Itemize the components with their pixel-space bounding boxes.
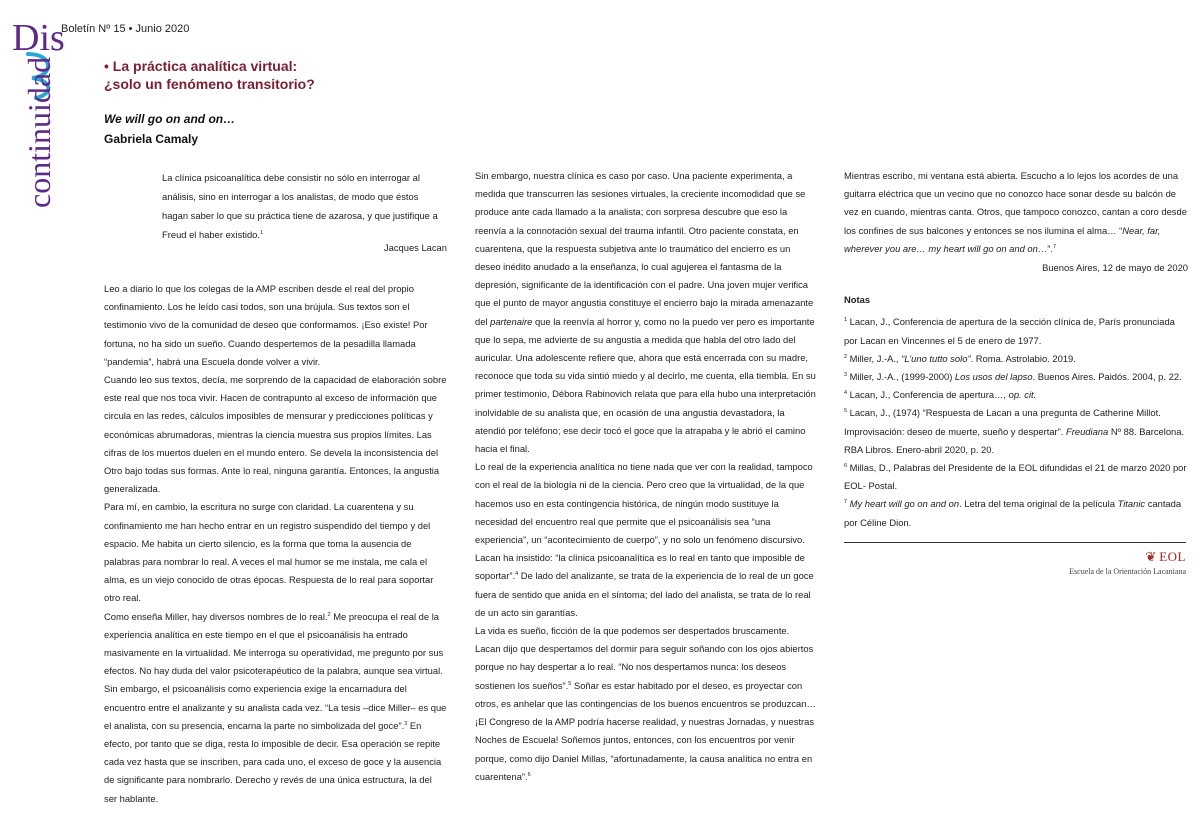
footnote-ref[interactable]: 5 (568, 680, 572, 687)
text-run: Me preocupa el real de la experiencia analítica en este tiempo en el que el psicoanálisis ha entrado masivamente en la virtualidad. Me interroga su operatividad, me pregunto por sus efectos. No hay duda del valor psicoterapéutico de la palabra, aunque sea virtual. Sin embargo, el psicoanálisis como experiencia exige la encarnadura del encuentro entre el analizante y su analista cada vez. “La tesis –dice Miller– es que el analista, con su presencia, encarna la parte no simbolizada del goce”. (104, 610, 447, 731)
note-text: Lacan, J., (1974) “Respuesta de Lacan a una pregunta de Catherine Millot. Improvisación: deseo de muerte, sueño y despertar”. (844, 407, 1161, 437)
paragraph (104, 608, 447, 808)
text-run: De lado del analizante, se trata de la experiencia de lo real de un goce fuera de sentido que anida en el síntoma; del lado del analista, se trata de lo real de un acto sin garantías. (475, 570, 814, 618)
body-column-3 (844, 167, 1188, 532)
text-run: Sin embargo, nuestra clínica es caso por caso. Una paciente experimenta, a medida que transcurren las sesiones virtuales, la creciente incomodidad que se produce ante cada llamado a la analista; con sorpresa descubre que eso la reenvía a la connotación sexual del trauma infantil. Otro paciente constata, en cuarentena, que la respuesta subjetiva ante lo traumático del encierro es un deseo inédito anudado a la enseñanza, lo cual agujerea el fantasma de la depresión, significante de la identificación con el padre. Una joven mujer verifica que el punto de mayor angustia constituye el encierro bajo la mirada amenazante del (475, 170, 814, 327)
note-text: Lacan, J., Conferencia de apertura…, (849, 389, 1009, 401)
text-run: Como enseña Miller, hay diversos nombres de lo real. (104, 610, 328, 622)
article-author: Gabriela Camaly (104, 132, 199, 146)
note-item: $^3$ Miller, J.-A., (1999-2000) Los usos del lapso. Buenos Aires. Paidós. 2004, p. 22. (844, 371, 1182, 383)
text-run: En efecto, por tanto que se diga, resta lo imposible de decir. Esa operación se repite cada vez hasta que se inscriben, para cada uno, el exceso de goce y la ausencia de significante para nombrarlo. Derecho y revés de una única estructura, la del ser hablante. (104, 719, 442, 804)
logo-text-continuidad: continuidad (21, 56, 57, 208)
note-item: $^7$ My heart will go on and on. Letra del tema original de la película Titanic cantada por Céline Dion. (844, 498, 1182, 528)
note-item: $^5$ Lacan, J., (1974) “Respuesta de Lacan a una pregunta de Catherine Millot. Improvisación: deseo de muerte, sueño y despertar”. Freudiana Nº 88. Barcelona. RBA Libros. Enero-abril 2020, p. 20. (844, 407, 1185, 455)
note-text: . Roma. Astrolabio. 2019. (970, 352, 1076, 364)
note-text: . Buenos Aires. Paidós. 2004, p. 22. (1032, 371, 1182, 383)
note-italic: Los usos del lapso (954, 371, 1033, 383)
eol-logo (1069, 548, 1186, 576)
footnote-ref[interactable]: 7 (1052, 243, 1057, 250)
bulletin-issue: Boletín Nº 15 • Junio 2020 (61, 23, 190, 35)
notes-list (844, 313, 1188, 531)
text-run: ”. (1047, 242, 1053, 254)
text-run: Mientras escribo, mi ventana está abierta. Escucho a lo lejos los acordes de una guitarra eléctrica que un vecino que no conozco hace sonar desde su balcón de vez en cuando, mientras canta. Otros, que tampoco conozco, cantan a coro desde los confines de sus balcones y entonces se nos ilumina el alma… “ (844, 170, 1187, 236)
eol-emblem-icon: ❦ (1145, 549, 1157, 564)
paragraph: Cuando leo sus textos, decía, me sorprendo de la capacidad de elaboración sobre este real que nos toca vivir. Hacen de contrapunto al exceso de información que circula en las redes, cálculos imposibles de mensurar y predicciones políticas y económicas abrumadoras, mientras la ciencia muestra sus propios límites. Las cifras de los muertos duelen en el mundo entero. Se devela la inconsistencia del Otro bajo todas sus formas. Ante lo real, ninguna garantía. Entonces, la angustia generalizada. (104, 374, 447, 495)
note-text: Miller, J.-A., (1999-2000) (849, 371, 955, 383)
footnote-ref[interactable]: 1 (259, 230, 264, 236)
note-italic: Freudiana (1066, 425, 1109, 437)
footnote-ref[interactable]: 3 (404, 720, 408, 727)
epigraph (162, 168, 447, 244)
article-title-line-2: ¿solo un fenómeno transitorio? (104, 76, 315, 92)
italic-run: Near, far, wherever you are… my heart will go on and on… (844, 224, 1161, 254)
note-item: $^2$ Miller, J.-A., “L’uno tutto solo”. Roma. Astrolabio. 2019. (844, 352, 1076, 364)
note-item: $^6$ Millas, D., Palabras del Presidente de la EOL difundidas el 21 de marzo 2020 por EOL- Postal. (844, 462, 1187, 492)
article-subtitle: We will go on and on… (104, 112, 236, 126)
note-text: Nº 88. Barcelona. RBA Libros. Enero-abril 2020, p. 20. (844, 425, 1185, 455)
note-italic: “L’uno tutto solo” (901, 352, 971, 364)
note-text: Lacan, J., Conferencia de apertura de la sección clínica de, París pronunciada por Lacan en Vincennes el 5 de enero de 1977. (844, 316, 1175, 346)
logo-text-dis: Dis (12, 17, 65, 59)
italic-run: partenaire (490, 315, 533, 327)
note-text: . Letra del tema original de la película (959, 498, 1118, 510)
paragraph (844, 167, 1188, 258)
body-column-2 (475, 167, 817, 786)
note-italic: My heart will go on and on (849, 498, 960, 510)
text-run: La vida es sueño, ficción de la que podemos ser despertados bruscamente. Lacan dijo que despertamos del dormir para seguir soñando con los ojos abiertos porque no hay despertar a lo real. “No nos despertamos nunca: los deseos sostienen los sueños”. (475, 625, 814, 691)
footnote-ref[interactable]: 2 (327, 611, 331, 618)
signature-place-date: Buenos Aires, 12 de mayo de 2020 (1042, 262, 1188, 274)
text-run: que la reenvía al horror y, como no la puedo ver pero es importante que lo sepa, me advierte de su angustia a medida que habla del otro lado del auricular. Una adolescente refiere que, ahora que está encerrada con su madre, reconoce que toda su vida sintió miedo y al decirlo, me cuenta, ella tiembla. En su primer testimonio, Débora Rabinovich relata que para ella hubo una interpretación inolvidable de su analista que, en ocasión de una angustia devastadora, la atendió por teléfono; ese decir tocó el goce que la atrapaba y le abrió el camino hacia el final. (475, 315, 816, 455)
eol-school-name: Escuela de la Orientación Lacaniana (1069, 567, 1186, 576)
eol-mark: EOL (1159, 549, 1186, 564)
note-text: cantada por Céline Dion. (844, 498, 1182, 528)
note-item: $^1$ Lacan, J., Conferencia de apertura de la sección clínica de, París pronunciada por Lacan en Vincennes el 5 de enero de 1977. (844, 316, 1175, 346)
note-italic: Titanic (1117, 498, 1146, 510)
note-text: Millas, D., Palabras del Presidente de la EOL difundidas el 21 de marzo 2020 por EOL- Postal. (844, 462, 1187, 492)
dis-continuidad-logo (10, 14, 65, 210)
paragraph (475, 458, 817, 622)
note-text: Miller, J.-A., (849, 352, 902, 364)
text-run: Soñar es estar habitado por el deseo, es proyectar con otros, es anhelar que las contingencias de los buenos encuentros se produzcan… ¡El Congreso de la AMP podría hacerse realidad, y nuestras Jornadas, y nuestras Noches de Escuela! Soñemos juntos, entonces, con los encuentros por venir porque, como dijo Daniel Millas, “afortunadamente, la causa analítica no entra en cuarentena”. (475, 679, 816, 782)
footnote-ref[interactable]: 6 (527, 771, 531, 778)
paragraph (475, 167, 817, 458)
footnote-ref[interactable]: 4 (515, 571, 519, 578)
text-run: Lo real de la experiencia analítica no tiene nada que ver con la realidad, tampoco con el real de la biología ni de la ciencia. Pero creo que la virtualidad, de la que hacemos uso en esta contingencia histórica, de ningún modo sustituye la necesidad del encuentro real que permite que el psicoanálisis sea “una experiencia”, un “acontecimiento de cuerpo”, y no solo un fenómeno discursivo. Lacan ha insistido: “la clínica psicoanalítica es lo real en tanto que imposible de soportar”. (475, 461, 813, 582)
notes-divider (844, 542, 1186, 543)
article-title-line-1: • La práctica analítica virtual: (104, 58, 298, 74)
note-item: $^4$ Lacan, J., Conferencia de apertura…, op. cit. (844, 389, 1037, 401)
notes-heading: Notas (844, 294, 871, 306)
paragraph: Leo a diario lo que los colegas de la AMP escriben desde el real del propio confinamiento. Los he leído casi todos, son una brújula. Sus textos son el testimonio vivo de la comunidad de deseo que conformamos. ¡Eso existe! Por fortuna, no ha sido un sueño. Cuando despertemos de la pesadilla llamada “pandemia”, habrá una Escuela donde volver a vivir. (104, 283, 428, 367)
epigraph-text: La clínica psicoanalítica debe consistir no sólo en interrogar al análisis, sino en interrogar a los analistas, de modo que éstos hagan saber lo que su práctica tiene de azarosa, y que justifique a Freud el haber existido. (162, 172, 438, 240)
article-title (104, 57, 464, 93)
paragraph: Para mí, en cambio, la escritura no surge con claridad. La cuarentena y su confinamiento me han hecho entrar en un registro suspendido del tiempo y del espacio. Me habita un cierto silencio, es la forma que toma la ausencia de palabras para nombrar lo real. A veces el mal humor se me instala, me cala el alma, es un viejo conocido de otras épocas. Respuesta de lo real para soportar otro real. (104, 501, 434, 604)
epigraph-author: Jacques Lacan (383, 242, 447, 253)
body-column-1 (104, 280, 447, 808)
paragraph (475, 622, 817, 786)
note-italic: op. cit. (1008, 389, 1037, 401)
